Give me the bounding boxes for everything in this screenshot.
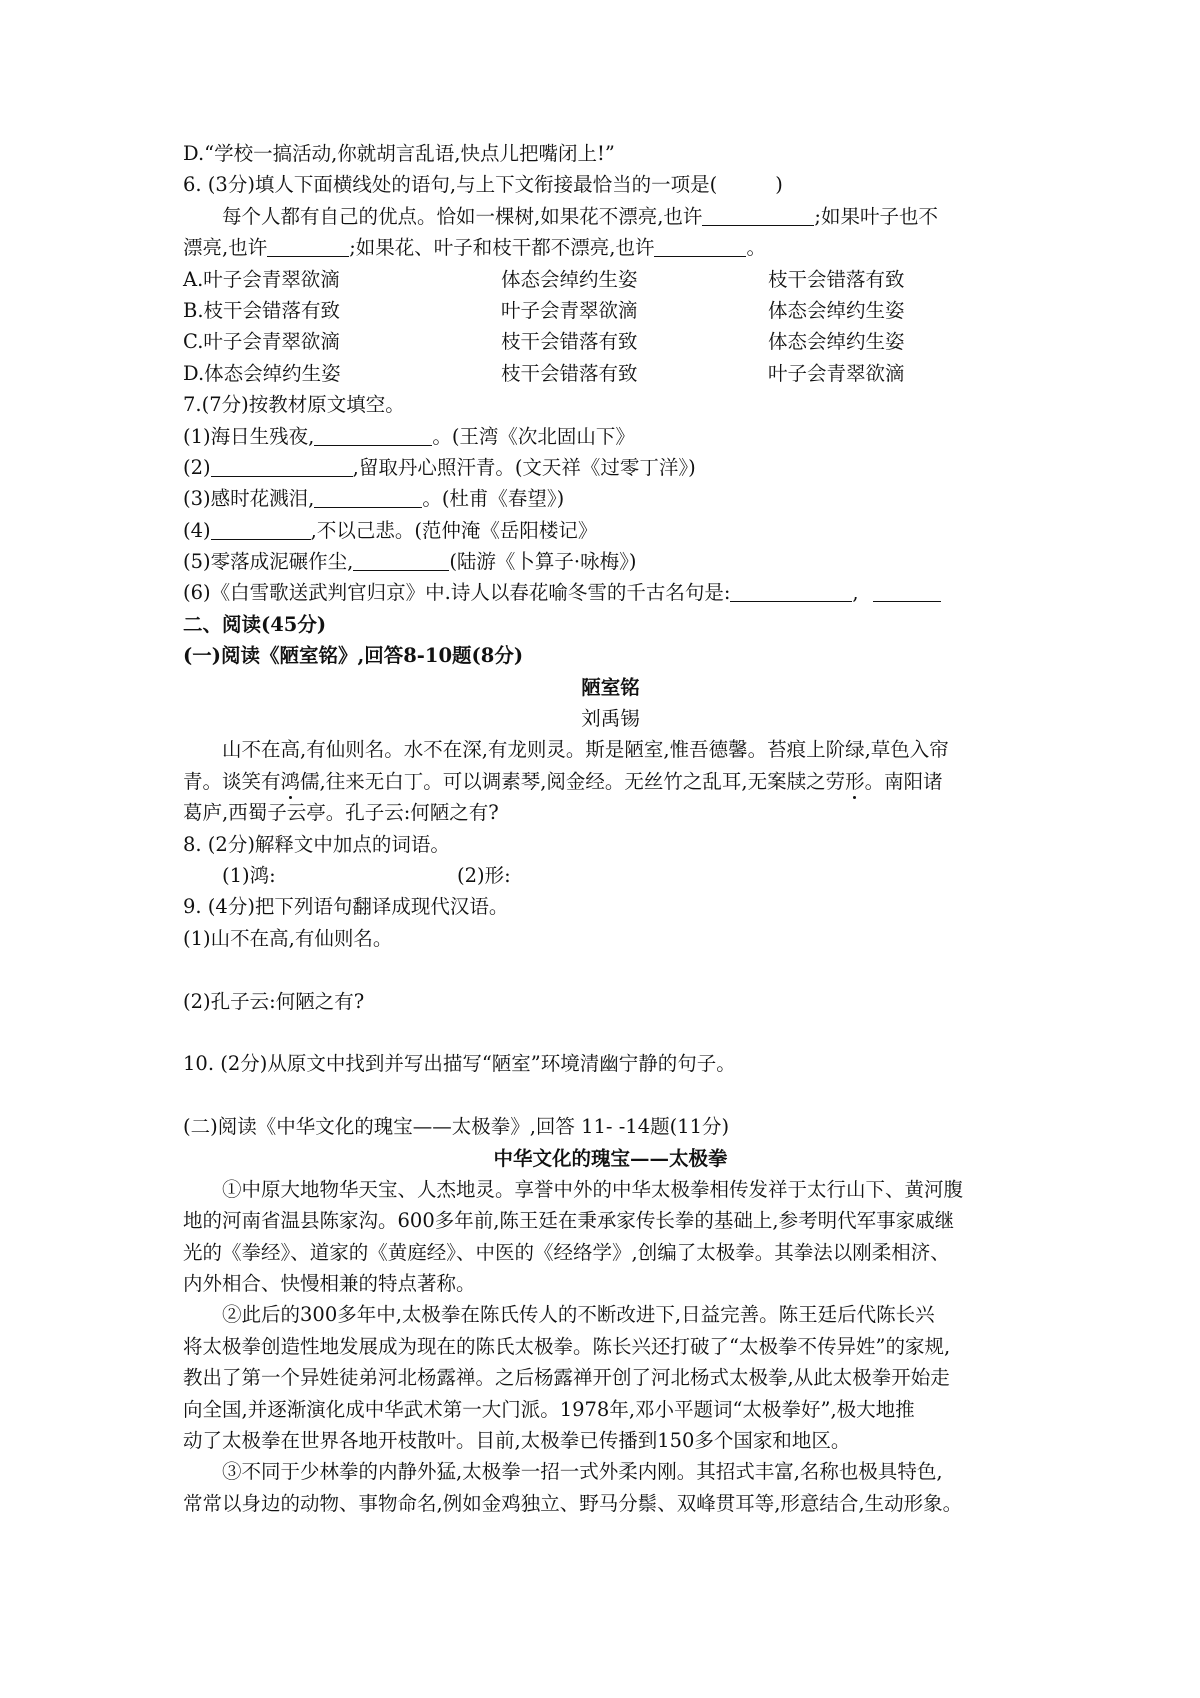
q10-stem: 10. (2分)从原文中找到并写出描写“陋室”环境清幽宁静的句子。 <box>183 1052 736 1076</box>
q9-item-2: (2)孔子云:何陋之有? <box>183 989 365 1013</box>
passage-text: 儒,往来无白丁。可以调素琴,阅金经。无丝竹之乱耳,无案牍之劳 <box>300 769 846 793</box>
paragraph-line: 光的《拳经》、道家的《黄庭经》、中医的《经络学》,创编了太极拳。其拳法以刚柔相济、 <box>183 1240 950 1264</box>
fill-blank[interactable] <box>353 548 449 571</box>
option-cell: B.枝干会错落有致 <box>183 298 341 322</box>
fill-blank[interactable] <box>873 579 941 602</box>
q7-item-5 <box>183 546 1038 577</box>
paragraph-line: 将太极拳创造性地发展成为现在的陈氏太极拳。陈长兴还打破了“太极拳不传异姓”的家规, <box>183 1334 951 1358</box>
section-heading: 二、阅读(45分) <box>183 612 327 636</box>
q6-text: 。 <box>746 236 766 260</box>
option-cell: 叶子会青翠欲滴 <box>501 298 638 322</box>
q9-item-1: (1)山不在高,有仙则名。 <box>183 926 393 950</box>
paragraph-1 <box>183 1174 1038 1300</box>
passage-author: 刘禹锡 <box>581 707 640 731</box>
option-cell: C.叶子会青翠欲滴 <box>183 330 340 354</box>
paragraph-line: ①中原大地物华天宝、人杰地灵。享誉中外的中华太极拳相传发祥于太行山下、黄河腹 <box>222 1177 964 1201</box>
dotted-word: 形 <box>845 769 865 793</box>
passage-line: 葛庐,西蜀子云亭。孔子云:何陋之有? <box>183 801 499 825</box>
paragraph-3 <box>183 1456 1038 1519</box>
paragraph-line: 教出了第一个异姓徒弟河北杨露禅。之后杨露禅开创了河北杨式太极拳,从此太极拳开始走 <box>183 1366 950 1390</box>
q6-option-c[interactable] <box>183 326 1038 357</box>
q6-text: ;如果花、叶子和枝干都不漂亮,也许 <box>349 236 655 260</box>
q8-item-2[interactable]: (2)形: <box>457 863 511 887</box>
q8-items <box>183 860 1038 891</box>
fill-blank[interactable] <box>702 203 814 226</box>
paragraph-line: 内外相合、快慢相兼的特点著称。 <box>183 1272 476 1296</box>
fill-blank[interactable] <box>211 454 353 477</box>
q6-option-b[interactable] <box>183 295 1038 326</box>
option-cell: A.叶子会青翠欲滴 <box>183 267 340 291</box>
passage-title: 中华文化的瑰宝——太极拳 <box>493 1146 728 1170</box>
fill-blank[interactable] <box>211 517 311 540</box>
q7-text: (2) <box>183 455 211 479</box>
q6-stem <box>183 169 1038 200</box>
fill-blank[interactable] <box>314 485 422 508</box>
q6-text: ;如果叶子也不 <box>814 204 938 228</box>
q7-stem: 7.(7分)按教材原文填空。 <box>183 393 405 417</box>
answer-space[interactable] <box>183 1080 1038 1111</box>
q8-item-1[interactable]: (1)鸿: <box>222 863 276 887</box>
paragraph-line: 向全国,并逐渐演化成中华武术第一大门派。1978年,邓小平题词“太极拳好”,极大地推 <box>183 1397 915 1421</box>
option-cell: 枝干会错落有致 <box>768 267 905 291</box>
fill-blank[interactable] <box>730 579 852 602</box>
fill-blank[interactable] <box>314 423 432 446</box>
q7-text: ,不以己悲。(范仲淹《岳阳楼记》 <box>310 518 598 542</box>
q7-text: 。(杜甫《春望》) <box>422 487 565 511</box>
option-cell: 枝干会错落有致 <box>501 361 638 385</box>
part1-heading: (一)阅读《陋室铭》,回答8-10题(8分) <box>183 644 524 668</box>
option-cell: 体态会绰约生姿 <box>768 330 905 354</box>
q7-text: (6)《白雪歌送武判官归京》中.诗人以春花喻冬雪的千古名句是: <box>183 581 731 605</box>
q7-text: (5)零落成泥碾作尘, <box>183 550 354 574</box>
q6-stem-end: ) <box>775 173 783 197</box>
paragraph-line: 常常以身边的动物、事物命名,例如金鸡独立、野马分鬃、双峰贯耳等,形意结合,生动形象。 <box>183 1491 963 1515</box>
option-cell: 枝干会错落有致 <box>501 330 638 354</box>
paragraph-line: ③不同于少林拳的内静外猛,太极拳一招一式外柔内刚。其招式丰富,名称也极具特色, <box>222 1460 943 1484</box>
q7-text: (3)感时花溅泪, <box>183 487 315 511</box>
q7-item-3 <box>183 483 1038 514</box>
q7-item-1 <box>183 421 1038 452</box>
q7-text: 。(王湾《次北固山下》 <box>432 424 635 448</box>
q7-item-4 <box>183 515 1038 546</box>
option-cell: 体态会绰约生姿 <box>501 267 638 291</box>
option-cell: 叶子会青翠欲滴 <box>768 361 905 385</box>
q9-stem: 9. (4分)把下列语句翻译成现代汉语。 <box>183 895 509 919</box>
q6-option-a[interactable] <box>183 264 1038 295</box>
paragraph-line: 地的河南省温县陈家沟。600多年前,陈王廷在秉承家传长拳的基础上,参考明代军事家戚继 <box>183 1209 955 1233</box>
q6-passage-line2 <box>183 232 1038 263</box>
q6-passage-line1 <box>183 201 1038 232</box>
q6-text: 每个人都有自己的优点。恰如一棵树,如果花不漂亮,也许 <box>222 204 703 228</box>
passage-line <box>183 766 1038 797</box>
q7-item-2 <box>183 452 1038 483</box>
paragraph-line: ②此后的300多年中,太极拳在陈氏传人的不断改进下,日益完善。陈王廷后代陈长兴 <box>222 1303 935 1327</box>
answer-space[interactable] <box>183 1017 1038 1048</box>
q7-text: (陆游《卜算子·咏梅》) <box>449 550 637 574</box>
paragraph-2 <box>183 1299 1038 1456</box>
passage-title: 陋室铭 <box>581 675 640 699</box>
q7-text: (1)海日生残夜, <box>183 424 315 448</box>
part2-heading: (二)阅读《中华文化的瑰宝——太极拳》,回答 11- -14题(11分) <box>183 1115 730 1139</box>
option-cell: D.体态会绰约生姿 <box>183 361 341 385</box>
q6-stem-text: 6. (3分)填人下面横线处的语句,与上下文衔接最恰当的一项是( <box>183 173 718 197</box>
q7-item-6 <box>183 577 1038 608</box>
q6-text: 漂亮,也许 <box>183 236 268 260</box>
q8-stem: 8. (2分)解释文中加点的词语。 <box>183 832 450 856</box>
fill-blank[interactable] <box>654 234 746 257</box>
q7-text: ,留取丹心照汗青。(文天祥《过零丁洋》) <box>352 455 696 479</box>
passage-text: 。南阳诸 <box>864 769 943 793</box>
option-cell: 体态会绰约生姿 <box>768 298 905 322</box>
paragraph-line: 动了太极拳在世界各地开枝散叶。目前,太极拳已传播到150多个国家和地区。 <box>183 1429 851 1453</box>
q7-text: , <box>852 581 859 605</box>
exam-page <box>183 138 1038 1519</box>
q5-option-d: D.“学校一搞活动,你就胡言乱语,快点儿把嘴闭上!” <box>183 142 615 165</box>
fill-blank[interactable] <box>267 234 349 257</box>
passage-text: 青。谈笑有 <box>183 769 281 793</box>
dotted-word: 鸿 <box>280 769 301 793</box>
passage-line: 山不在高,有仙则名。水不在深,有龙则灵。斯是陋室,惟吾德馨。苔痕上阶绿,草色入帘 <box>222 738 949 762</box>
answer-space[interactable] <box>183 954 1038 985</box>
q6-option-d[interactable] <box>183 358 1038 389</box>
q7-text: (4) <box>183 518 211 542</box>
